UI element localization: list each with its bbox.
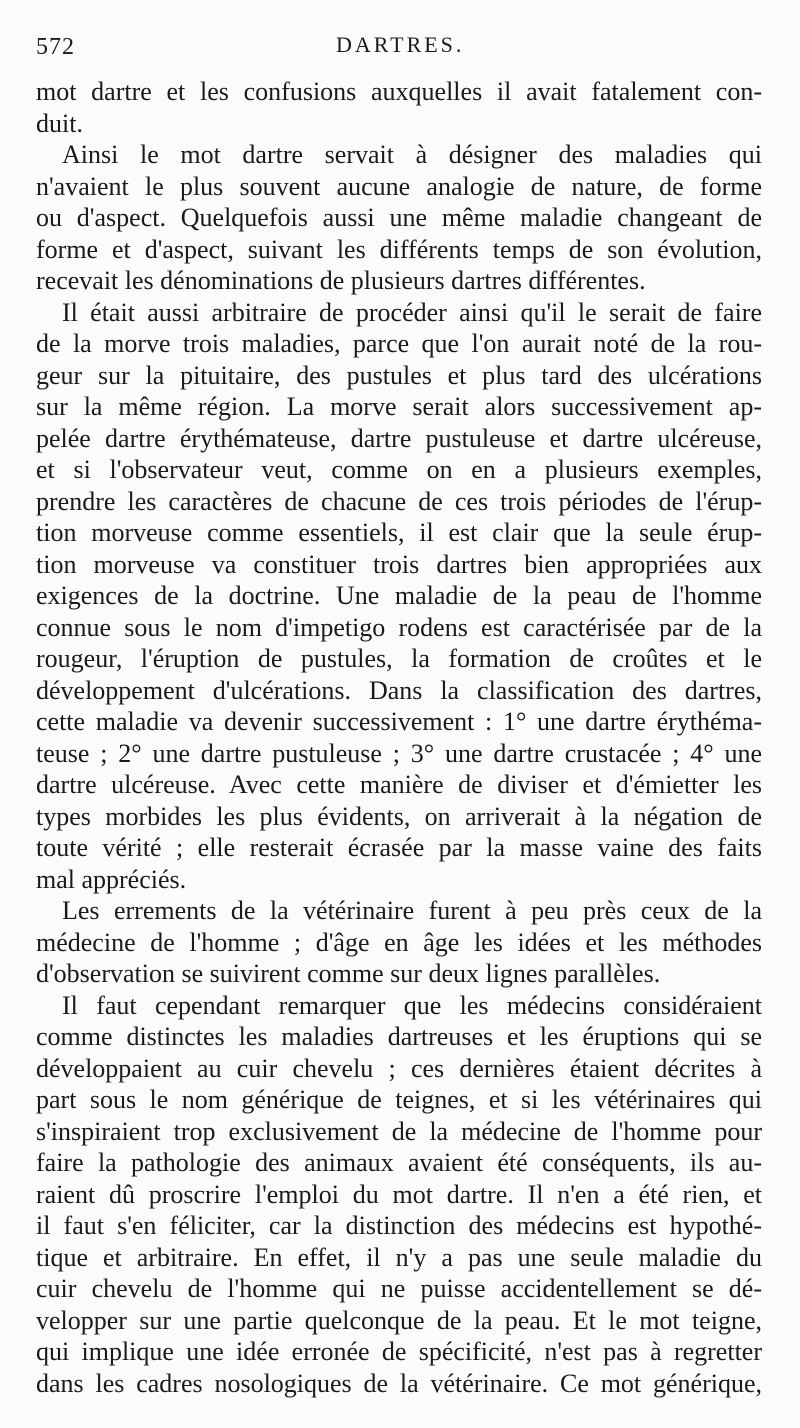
text-line: tion morveuse va constituer trois dartres bien appropriées aux (36, 549, 762, 579)
text-line: connue sous le nom d'impetigo rodens est caractérisée par de la (36, 612, 762, 642)
text-line: forme et d'aspect, suivant les différents temps de son évolution, (36, 234, 762, 264)
text-line: tique et arbitraire. En effet, il n'y a pas une seule maladie du (36, 1242, 762, 1272)
text-line: sur la même région. La morve serait alors successivement ap- (36, 392, 762, 421)
text-line: dartre ulcéreuse. Avec cette manière de diviser et d'émietter les (36, 770, 762, 799)
text-line: pelée dartre érythémateuse, dartre pustuleuse et dartre ulcéreuse, (36, 423, 762, 453)
text-line: part sous le nom générique de teignes, et si les vétérinaires qui (36, 1085, 762, 1114)
text-line: tion morveuse comme essentiels, il est clair que la seule érup- (36, 518, 762, 547)
text-line: dans les cadres nosologiques de la vétérinaire. Ce mot générique, (36, 1368, 762, 1398)
text-line: il faut s'en féliciter, car la distinction des médecins est hypothé- (36, 1211, 762, 1240)
text-line: d'observation se suivirent comme sur deux lignes parallèles. (36, 959, 661, 988)
text-line: Les errements de la vétérinaire furent à peu près ceux de la (62, 896, 762, 925)
text-line: cette maladie va devenir successivement : 1° une dartre érythéma- (36, 707, 762, 736)
text-line: de la morve trois maladies, parce que l'on aurait noté de la rou- (36, 329, 762, 358)
text-line: Ainsi le mot dartre servait à désigner des maladies qui (62, 140, 762, 169)
text-line: exigences de la doctrine. Une maladie de la peau de l'homme (36, 581, 762, 610)
body-text (36, 76, 762, 1399)
text-line: n'avaient le plus souvent aucune analogie de nature, de forme (36, 171, 762, 201)
text-line: raient dû proscrire l'emploi du mot dartre. Il n'en a été rien, et (36, 1179, 762, 1209)
running-head (36, 30, 766, 64)
text-line: duit. (36, 108, 83, 138)
text-line: faire la pathologie des animaux avaient été conséquents, ils au- (36, 1148, 762, 1177)
text-line: mal appréciés. (36, 864, 187, 894)
text-line: et si l'observateur veut, comme on en a plusieurs exemples, (36, 455, 762, 484)
running-title: DARTRES. (336, 32, 465, 57)
text-line: geur sur la pituitaire, des pustules et plus tard des ulcérations (36, 360, 762, 390)
text-line: Il faut cependant remarquer que les médecins considéraient (62, 990, 762, 1020)
text-line: mot dartre et les confusions auxquelles il avait fatalement con- (36, 77, 762, 106)
text-line: s'inspiraient trop exclusivement de la médecine de l'homme pour (36, 1116, 762, 1146)
text-line: prendre les caractères de chacune de ces trois périodes de l'érup- (36, 486, 762, 516)
text-line: velopper sur une partie quelconque de la peau. Et le mot teigne, (36, 1305, 762, 1335)
text-line: Il était aussi arbitraire de procéder ainsi qu'il le serait de faire (62, 297, 762, 327)
text-line: ou d'aspect. Quelquefois aussi une même maladie changeant de (36, 203, 762, 232)
text-line: médecine de l'homme ; d'âge en âge les idées et les méthodes (36, 927, 762, 957)
text-line: rougeur, l'éruption de pustules, la formation de croûtes et le (36, 644, 762, 673)
page-number: 572 (36, 34, 75, 60)
text-line: teuse ; 2° une dartre pustuleuse ; 3° une dartre crustacée ; 4° une (36, 738, 762, 768)
text-line: qui implique une idée erronée de spécificité, n'est pas à regretter (36, 1337, 762, 1366)
text-line: recevait les dénominations de plusieurs dartres différentes. (36, 266, 646, 295)
text-line: toute vérité ; elle resterait écrasée par la masse vaine des faits (36, 833, 762, 862)
text-line: développement d'ulcérations. Dans la classification des dartres, (36, 675, 762, 705)
text-line: comme distinctes les maladies dartreuses et les éruptions qui se (36, 1022, 762, 1051)
text-line: développaient au cuir chevelu ; ces dernières étaient décrites à (36, 1053, 762, 1083)
text-line: cuir chevelu de l'homme qui ne puisse accidentellement se dé- (36, 1274, 762, 1303)
text-line: types morbides les plus évidents, on arriverait à la négation de (36, 801, 762, 831)
